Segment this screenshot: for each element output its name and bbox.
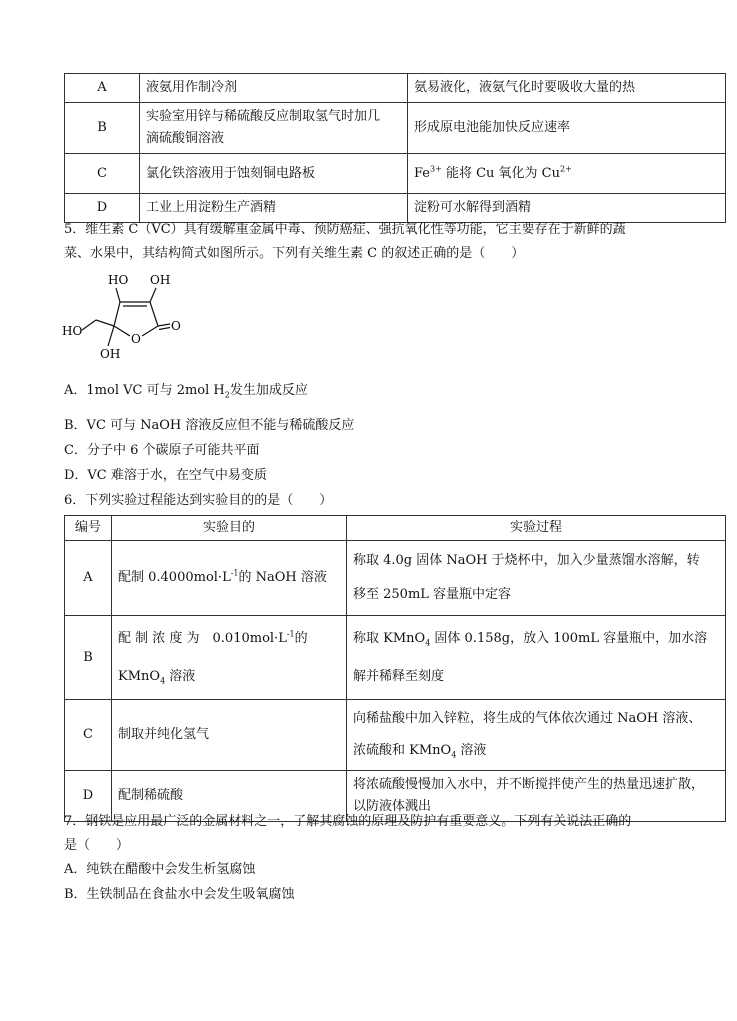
superscript: -1 [286,629,295,639]
row-key: D [65,771,112,822]
question-5-option-a [64,381,308,401]
row-application: 氯化铁溶液用于蚀刻铜电路板 [140,154,408,194]
subscript: 4 [425,638,431,648]
table-row [65,74,726,103]
question-6-stem: 6．下列实验过程能达到实验目的的是（ ） [64,493,333,508]
question-5-option-c: C．分子中 6 个碳原子可能共平面 [64,443,260,458]
subscript: 4 [160,676,166,686]
ion-symbol: Fe [414,165,431,181]
header-process: 实验过程 [347,516,726,541]
cell-text: 称取 KMnO [353,630,426,646]
row-purpose: 制取并纯化氢气 [112,700,347,771]
application-table [64,73,726,223]
question-7-option-b: B．生铁制品在食盐水中会发生吸氧腐蚀 [64,887,295,902]
cell-text: 配 制 浓 度 为 0.010mol·L [118,630,287,646]
row-process [347,700,726,771]
charge-superscript: 2+ [560,164,572,174]
label-oh-top: OH [150,273,171,287]
cell-line: 将浓硫酸慢慢加入水中，并不断搅拌使产生的热量迅速扩散， [353,777,705,792]
cell-line: 称取 4.0g 固体 NaOH 于烧杯中，加入少量蒸馏水溶解，转 [353,553,700,568]
charge-superscript: 3+ [430,164,442,174]
row-key: C [65,154,140,194]
row-explanation: 氨易液化，液氨气化时要吸收大量的热 [408,74,726,103]
cell-text: 浓硫酸和 KMnO [353,743,452,758]
row-application [140,103,408,154]
row-process [347,616,726,700]
row-explanation: 淀粉可水解得到酒精 [408,194,726,223]
header-num: 编号 [65,516,112,541]
vitamin-c-structure [62,272,202,364]
cell-text: 溶液 [165,668,196,684]
row-key: A [65,541,112,616]
question-7-stem-line2: 是（ ） [64,838,130,853]
cell-text: 的 [294,630,308,646]
row-purpose [112,541,347,616]
question-5-option-d: D．VC 难溶于水，在空气中易变质 [64,468,267,483]
cell-line: 实验室用锌与稀硫酸反应制取氢气时加几 [146,109,381,124]
cell-line: 滴硫酸铜溶液 [146,131,225,146]
experiment-table [64,515,726,822]
table-row [65,541,726,616]
row-key: B [65,103,140,154]
superscript: -1 [230,568,239,578]
cell-line: 解并稀释至刻度 [353,668,445,684]
label-ho-left: HO [62,324,83,338]
label-oh-bottom: OH [100,347,121,361]
row-key: D [65,194,140,223]
table-row [65,194,726,223]
label-carbonyl-oxygen: O [171,319,181,333]
question-5-stem-line1: 5．维生素 C（VC）具有缓解重金属中毒、预防癌症、强抗氧化性等功能，它主要存在于新鲜的蔬 [64,222,626,237]
row-key: B [65,616,112,700]
row-key: A [65,74,140,103]
subscript: 4 [451,750,457,760]
row-purpose: 配制稀硫酸 [112,771,347,822]
table-row [65,154,726,194]
table-row [65,700,726,771]
table-row [65,103,726,154]
cell-line: 以防液体溅出 [353,799,432,814]
label-ho-top: HO [108,273,129,287]
row-explanation: 形成原电池能加快反应速率 [408,103,726,154]
question-7-option-a: A．纯铁在醋酸中会发生析氢腐蚀 [64,862,256,877]
table-row [65,616,726,700]
cell-line: 向稀盐酸中加入锌粒，将生成的气体依次通过 NaOH 溶液、 [353,711,702,726]
row-explanation [408,154,726,194]
row-application: 工业上用淀粉生产酒精 [140,194,408,223]
row-process [347,541,726,616]
cell-text: 溶液 [456,743,487,758]
cell-text: 能将 Cu 氧化为 Cu [445,165,560,181]
subscript: 2 [224,390,230,400]
question-5-option-b: B．VC 可与 NaOH 溶液反应但不能与稀硫酸反应 [64,418,355,433]
table-header-row [65,516,726,541]
row-key: C [65,700,112,771]
cell-text: 的 NaOH 溶液 [238,570,327,585]
row-application: 液氨用作制冷剂 [140,74,408,103]
cell-text: 配制 0.4000mol·L [118,570,231,585]
cell-text: KMnO [118,668,161,684]
question-7-stem-line1: 7．钢铁是应用最广泛的金属材料之一，了解其腐蚀的原理及防护有重要意义。下列有关说法正确的 [64,814,632,829]
question-5-stem-line2: 菜、水果中，其结构简式如图所示。下列有关维生素 C 的叙述正确的是（ ） [64,246,525,261]
option-text: 发生加成反应 [229,383,308,398]
header-purpose: 实验目的 [112,516,347,541]
cell-text: 固体 0.158g，放入 100mL 容量瓶中，加水溶 [430,630,708,646]
label-ring-oxygen: O [131,332,141,346]
cell-line: 移至 250mL 容量瓶中定容 [353,587,512,602]
row-purpose [112,616,347,700]
option-text: A．1mol VC 可与 2mol H [64,383,225,398]
